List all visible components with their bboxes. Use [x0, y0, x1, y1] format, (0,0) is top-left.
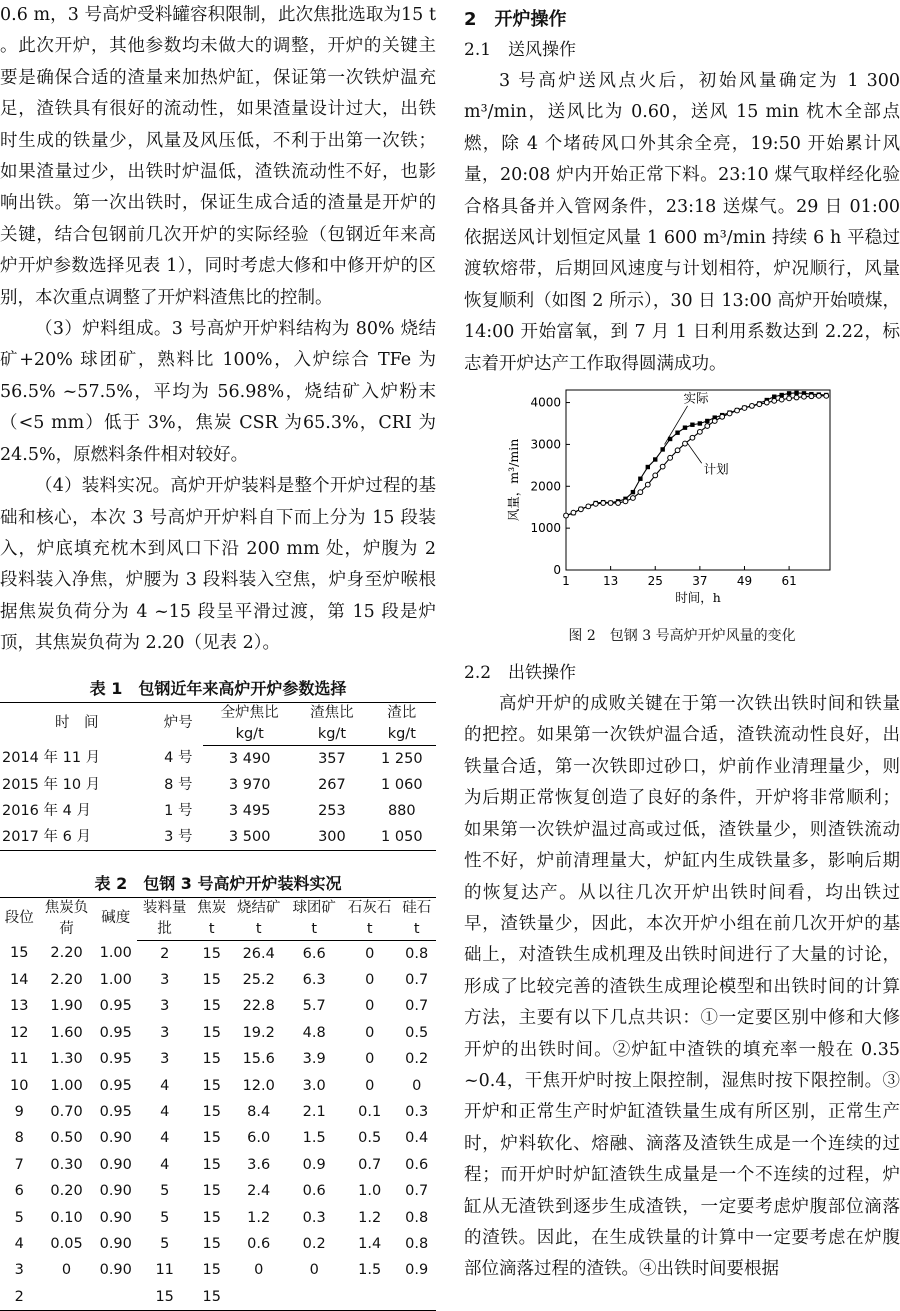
table2-row	[0, 993, 436, 1019]
figure-caption: 图 2 包钢 3 号高炉开炉风量的变化	[568, 628, 796, 645]
data-point-plan	[564, 513, 569, 518]
table2-cell: 3.9	[302, 1051, 326, 1068]
table2-cell: 0.90	[99, 1262, 132, 1279]
table1-header: 时 间	[0, 702, 154, 745]
table2-cell	[342, 1284, 397, 1311]
table2-cell: 3	[160, 998, 170, 1015]
table1-row	[0, 798, 436, 824]
table2-cell: 11	[10, 1051, 29, 1068]
table2-cell: 4	[160, 1156, 170, 1173]
table2-row	[0, 1046, 436, 1072]
table2-cell: 3	[160, 1024, 170, 1041]
data-point-plan	[608, 501, 613, 506]
table2-cell: 15	[202, 1103, 221, 1120]
table2-cell: 1.60	[50, 1024, 83, 1041]
table2-cell: 1.90	[50, 998, 83, 1015]
data-point-actual	[646, 465, 650, 469]
table2-cell: 0.90	[99, 1209, 132, 1226]
x-tick-label: 37	[692, 574, 708, 589]
data-point-plan	[668, 455, 673, 460]
table2-cell: 3	[14, 1262, 24, 1279]
table2-cell: 0.1	[358, 1103, 382, 1120]
table2-cell: 7	[14, 1156, 24, 1173]
table2-cell: 6.6	[302, 945, 326, 962]
data-point-actual	[660, 447, 664, 451]
table2-cell: 22.8	[242, 998, 275, 1015]
table2-cell: 0.6	[247, 1236, 271, 1252]
y-tick-label: 4000	[530, 395, 561, 410]
table2-cell: 0	[365, 1051, 375, 1068]
data-point-plan	[742, 406, 747, 411]
table2-cell: 2.20	[50, 971, 83, 988]
table2-cell: 8.4	[247, 1103, 271, 1120]
table2-row	[0, 1125, 436, 1151]
table2-cell	[397, 1284, 436, 1311]
table1-cell: 2015 年 10 月	[2, 776, 101, 793]
data-point-plan	[690, 435, 695, 440]
table2-row	[0, 1178, 436, 1204]
annotation-plan: 计划	[703, 461, 729, 477]
table2-cell: 12	[10, 1024, 29, 1041]
data-point-actual	[653, 457, 657, 461]
table1-header: 渣比	[368, 702, 436, 724]
table2-cell: 0.50	[50, 1130, 83, 1147]
table2-cell: 1.00	[50, 1077, 83, 1094]
table2-row	[0, 1020, 436, 1046]
table2-cell: 4.8	[302, 1024, 326, 1041]
body-paragraph-tapping: 高炉开炉的成败关键在于第一次铁出铁时间和铁量的把控。如果第一次铁炉温合适，渣铁流动性良好，出铁量合适，第一次铁即过砂口，炉前作业清理量少，则为后期正常恢复创造了良好的条件，开炉将非常顺利；如果第一次铁炉温过高或过低，渣铁量少，则渣铁流动性不好，炉前清理量大，炉缸内生成铁量多，影响后期的恢复达产。从以往几次开炉出铁时间看，均出铁过早，渣铁量少，因此，本次开炉小组在前几次开炉的基础上，对渣铁生成机理及出铁时间进行了大量的讨论，形成了比较完善的渣铁生成理论模型和出铁时间的计算方法，主要有以下几点共识：①一定要区别中修和大修开炉的出铁时间。②炉缸中渣铁的填充率一般在 0.35 ~0.4，干焦开炉时按上限控制，湿焦时按下限控制。③开炉和正常生产时炉缸渣铁量生成有所区别，正常生产时，炉料软化、熔融、滴落及渣铁生成是一个连续的过程；而开炉时炉缸渣铁生成量是一个不连续的过程，炉缸从无渣铁到逐步生成渣铁，一定要考虑炉腹部位滴落的渣铁。因此，在生成铁量的计算中一定要考虑在炉腹部位滴落过程的渣铁。④出铁时间要根据	[464, 694, 900, 1280]
table1-header: 全炉焦比	[203, 702, 296, 724]
table2-cell: 2	[160, 945, 170, 962]
table2-unit: t	[397, 919, 436, 941]
table2-header: 焦炭负荷	[39, 897, 95, 940]
table2-cell: 0.90	[99, 1236, 132, 1252]
table1-cell: 357	[318, 750, 346, 767]
table2-cell: 1.30	[50, 1051, 83, 1068]
table1-cell: 1 250	[381, 750, 423, 767]
table2-cell: 0	[365, 1077, 375, 1094]
data-point-plan	[623, 499, 628, 504]
body-paragraph-charging: （4）装料实况。高炉开炉装料是整个开炉过程的基础和核心，本次 3 号高炉开炉料自下而上分为 15 段装入，炉底填充枕木到风口下沿 200 mm 处，炉腹为 2 段料装入净焦，炉腰为 3 段料装入空焦，炉身至炉喉根据焦炭负荷分为 4 ~15 段呈平滑过渡，第 15 段是炉顶，其焦炭负荷为 2.20（见表 2）。	[0, 476, 436, 654]
table2-cell: 1.00	[99, 971, 132, 988]
body-paragraph-continued: 0.6 m，3 号高炉受料罐容积限制，此次焦批选取为15 t 。此次开炉，其他参数均未做大的调整，开炉的关键主要是确保合适的渣量来加热炉缸，保证第一次铁炉温充足，渣铁具有很好的流动性，如果渣量设计过大，出铁时生成的铁量少，风量及风压低，不利于出第一次铁；如果渣量过少，出铁时炉温低，渣铁流动性不好，也影响出铁。第一次出铁时，保证生成合适的渣量是开炉的关键，结合包钢前几次开炉的实际经验（包钢近年来高炉开炉参数选择见表 1），同时考虑大修和中修开炉的区别，本次重点调整了开炉料渣焦比的控制。	[0, 5, 436, 308]
table2-cell: 1.5	[358, 1262, 382, 1279]
table2-caption: 表 2 包钢 3 号高炉开炉装料实况	[94, 873, 342, 893]
table2-cell: 0.90	[99, 1130, 132, 1147]
table2-cell: 6.0	[247, 1130, 271, 1147]
x-tick-label: 61	[781, 574, 797, 589]
data-point-actual	[675, 431, 679, 435]
table2-cell: 0.90	[99, 1156, 132, 1173]
table2-cell	[95, 1284, 137, 1311]
table2-unit: t	[231, 919, 286, 941]
table2-cell: 15	[202, 971, 221, 988]
table2-header: 石灰石	[342, 897, 397, 919]
table2-cell	[286, 1284, 341, 1311]
subsection-heading: 2.2 出铁操作	[464, 663, 577, 684]
table1-cell: 3 970	[228, 776, 271, 793]
table2-cell: 0.7	[405, 1183, 429, 1200]
table2-cell	[39, 1284, 95, 1311]
table2-cell: 15	[202, 1209, 221, 1226]
data-point-plan	[675, 448, 680, 453]
data-point-plan	[779, 397, 784, 402]
table1-cell: 253	[318, 802, 346, 819]
table2-row	[0, 1205, 436, 1231]
table1	[0, 702, 436, 851]
table2-cell: 0	[309, 1262, 319, 1279]
table2-cell: 1.00	[99, 945, 132, 962]
section-heading: 2 开炉操作	[464, 9, 567, 30]
table2-cell: 15	[202, 945, 221, 962]
table2-header: 段位	[0, 897, 39, 940]
data-point-plan	[802, 394, 807, 399]
data-point-plan	[653, 473, 658, 478]
data-point-plan	[601, 501, 606, 506]
data-point-plan	[593, 502, 598, 507]
table2-cell: 3.0	[302, 1077, 326, 1094]
table2-cell: 5	[160, 1209, 170, 1226]
table2-header: 装料量	[137, 897, 192, 919]
table2-cell: 15.6	[242, 1051, 275, 1068]
table2-row	[0, 1231, 436, 1257]
figure-2	[464, 380, 900, 650]
table1-unit: kg/t	[296, 724, 367, 746]
table2-row	[0, 1099, 436, 1125]
table2-cell: 15	[202, 1130, 221, 1147]
body-paragraph-blast: 3 号高炉送风点火后，初始风量确定为 1 300 m³/min，送风比为 0.60，送风 15 min 枕木全部点燃，除 4 个堵砖风口外其余全亮，19:50 开始累计风量，20:08 炉内开始正常下料。23:10 煤气取样经化验合格具备并入管网条件，23:18 送煤气。29 日 01:00 依据送风计划恒定风量 1 600 m³/min 持续 6 h 平稳过渡软熔带，后期回风速度与计划相符，炉况顺行，风量恢复顺利（如图 2 所示），30 日 13:00 高炉开始喷煤，14:00 开始富氧，到 7 月 1 日利用系数达到 2.22，标志着开炉达产工作取得圆满成功。	[464, 71, 900, 374]
table2-cell: 5	[14, 1209, 24, 1226]
table1-header: 炉号	[154, 702, 204, 745]
table1-cell: 1 号	[164, 802, 193, 819]
table2-cell: 9	[14, 1103, 24, 1120]
table2-cell: 0.8	[405, 1236, 429, 1252]
annotation-leader-plan	[687, 442, 702, 463]
table2-cell: 1.0	[358, 1183, 382, 1200]
table2-cell: 0.2	[405, 1051, 429, 1068]
right-column	[464, 0, 900, 1286]
table2-cell: 0.90	[99, 1183, 132, 1200]
table2-cell: 25.2	[242, 971, 275, 988]
data-point-actual	[698, 421, 702, 425]
table2-cell: 8	[14, 1130, 24, 1147]
data-point-plan	[645, 482, 650, 487]
table2-cell: 0	[365, 945, 375, 962]
table2-cell: 0.2	[302, 1236, 326, 1252]
table1-cell: 1 060	[381, 776, 423, 793]
table2-cell: 0.95	[99, 1103, 132, 1120]
data-point-plan	[757, 402, 762, 407]
table2-cell: 3.6	[247, 1156, 271, 1173]
table2-body	[0, 940, 436, 1311]
annotation-leader-actual	[665, 406, 688, 445]
table2-cell: 0.6	[405, 1156, 429, 1173]
data-point-plan	[764, 400, 769, 405]
table2-cell: 1.4	[358, 1236, 382, 1252]
table2-row	[0, 940, 436, 967]
table2-header: 碱度	[95, 897, 137, 940]
table2-unit: 批	[137, 919, 192, 941]
table2-header: 硅石	[397, 897, 436, 919]
table2-cell: 2.20	[50, 945, 83, 962]
table2-cell: 0	[365, 971, 375, 988]
table2-cell: 3	[160, 971, 170, 988]
table2-cell: 0.6	[302, 1183, 326, 1200]
table1-cell: 3 500	[203, 824, 296, 851]
table1-cell: 3 495	[228, 802, 271, 819]
table2-cell: 0	[365, 1024, 375, 1041]
data-point-plan	[616, 501, 621, 506]
table2-cell: 0.4	[405, 1130, 429, 1147]
table2-cell: 0	[61, 1262, 72, 1279]
data-point-actual	[683, 426, 687, 430]
table2-cell: 2	[0, 1284, 39, 1311]
table2-cell: 0.5	[405, 1024, 429, 1041]
data-point-plan	[697, 430, 702, 435]
table1-cell: 300	[296, 824, 367, 851]
table2-cell: 0.7	[405, 998, 429, 1015]
table2-cell: 0.7	[358, 1156, 382, 1173]
table2-cell: 1.2	[358, 1209, 382, 1226]
blast-volume-chart	[464, 380, 900, 620]
table1-cell: 3 号	[154, 824, 204, 851]
table2-cell: 0.95	[99, 1077, 132, 1094]
table2-unit: t	[286, 919, 341, 941]
table2-cell: 15	[202, 1156, 221, 1173]
table2-cell: 6.3	[302, 971, 326, 988]
table2-cell: 0	[254, 1262, 264, 1279]
table2-cell: 0.5	[358, 1130, 382, 1147]
table2-cell: 5.7	[302, 998, 326, 1015]
table2-cell: 0.05	[50, 1236, 83, 1252]
table1-row	[0, 824, 436, 851]
table1-cell: 2014 年 11 月	[2, 750, 101, 767]
subsection-heading: 2.1 送风操作	[464, 40, 577, 60]
table1-header: 渣焦比	[296, 702, 367, 724]
y-tick-label: 3000	[530, 437, 561, 452]
x-tick-label: 25	[647, 574, 663, 589]
table2-unit: t	[192, 919, 231, 941]
body-paragraph-charge-composition: （3）炉料组成。3 号高炉开炉料结构为 80% 烧结矿+20% 球团矿，熟料比 100%，入炉综合 TFe 为 56.5% ~57.5%，平均为 56.98%，烧结矿入炉粉末（<5 mm）低于 3%，焦炭 CSR 为65.3%，CRI 为 24.5%，原燃料条件相对较好。	[0, 319, 436, 465]
table1-unit: kg/t	[368, 724, 436, 746]
table2-cell: 0.95	[99, 1024, 132, 1041]
table2-cell: 15	[202, 1077, 221, 1094]
table2-cell: 19.2	[242, 1024, 275, 1041]
data-point-plan	[660, 464, 665, 469]
table2-cell: 0.7	[405, 971, 429, 988]
table2-cell: 12.0	[242, 1077, 275, 1094]
table2-cell: 0.3	[302, 1209, 326, 1226]
table2-header: 球团矿	[286, 897, 341, 919]
table2	[0, 897, 436, 1311]
table2-cell: 5	[160, 1236, 170, 1252]
table2-cell: 15	[202, 1051, 221, 1068]
table2-row	[0, 967, 436, 993]
table2-header: 焦炭	[192, 897, 231, 919]
table2-row	[0, 1257, 436, 1283]
table2-cell: 10	[10, 1077, 29, 1094]
data-point-actual	[779, 393, 783, 397]
y-axis-label: 风量，m³/min	[506, 438, 521, 522]
table1-cell: 1 050	[368, 824, 436, 851]
data-point-plan	[772, 399, 777, 404]
table1-cell: 2017 年 6 月	[0, 824, 154, 851]
table2-cell: 4	[160, 1103, 170, 1120]
data-point-plan	[720, 414, 725, 419]
data-point-plan	[735, 408, 740, 413]
data-point-actual	[631, 490, 635, 494]
table2-cell	[231, 1284, 286, 1311]
table2-cell: 13	[10, 998, 29, 1015]
table2-cell: 4	[160, 1077, 170, 1094]
table2-cell: 3	[160, 1051, 170, 1068]
data-point-actual	[794, 391, 798, 395]
table2-cell: 0.8	[405, 1209, 429, 1226]
table2-cell: 2.4	[247, 1183, 271, 1200]
data-point-actual	[705, 419, 709, 423]
table2-cell: 1.2	[247, 1209, 271, 1226]
x-axis-label: 时间，h	[675, 590, 721, 606]
table2-row	[0, 1073, 436, 1099]
table1-row	[0, 745, 436, 772]
table1-cell: 267	[318, 776, 346, 793]
data-point-plan	[586, 504, 591, 509]
table2-cell: 15	[10, 945, 29, 962]
table2-cell: 0	[412, 1077, 422, 1094]
table2-cell: 15	[192, 1284, 231, 1311]
table2-cell: 0.30	[50, 1156, 83, 1173]
table2-cell: 4	[14, 1236, 24, 1252]
left-column	[0, 0, 436, 1311]
table2-cell: 15	[202, 1024, 221, 1041]
table2-unit: t	[342, 919, 397, 941]
table2-cell: 26.4	[242, 945, 275, 962]
table2-cell: 0.9	[405, 1262, 429, 1279]
data-point-plan	[727, 411, 732, 416]
table2-cell: 6	[14, 1183, 24, 1200]
table2-cell: 0.70	[50, 1103, 83, 1120]
y-tick-label: 0	[553, 563, 561, 578]
table2-row	[0, 1284, 436, 1311]
table1-cell: 4 号	[164, 750, 193, 767]
table2-cell: 15	[202, 1236, 221, 1252]
table2-row	[0, 1152, 436, 1178]
table2-cell: 0.95	[99, 998, 132, 1015]
data-point-plan	[578, 507, 583, 512]
table2-cell: 0.9	[302, 1156, 326, 1173]
data-point-plan	[571, 510, 576, 515]
data-point-plan	[712, 419, 717, 424]
data-point-actual	[787, 391, 791, 395]
table2-cell: 14	[10, 971, 29, 988]
annotation-actual: 实际	[683, 390, 709, 406]
plot-frame	[566, 390, 830, 570]
table2-cell: 15	[137, 1284, 192, 1311]
data-point-plan	[794, 395, 799, 400]
x-tick-label: 49	[736, 574, 753, 589]
data-point-plan	[705, 424, 710, 429]
data-point-plan	[631, 496, 636, 501]
data-point-plan	[787, 396, 792, 401]
table2-cell: 0.20	[50, 1183, 83, 1200]
data-point-plan	[683, 441, 688, 446]
y-tick-label: 2000	[530, 479, 561, 494]
table1-unit: kg/t	[203, 724, 296, 746]
series-line-actual	[566, 393, 826, 516]
table1-cell: 2016 年 4 月	[2, 802, 91, 819]
table2-cell: 2.1	[302, 1103, 326, 1120]
x-tick-label: 1	[562, 574, 570, 589]
table2-cell: 0.8	[405, 945, 429, 962]
table2-cell: 4	[160, 1130, 170, 1147]
table1-cell: 880	[387, 802, 416, 819]
table1-body	[0, 745, 436, 850]
data-point-plan	[638, 490, 643, 495]
table2-cell: 15	[202, 1183, 221, 1200]
data-point-plan	[816, 394, 821, 399]
data-point-plan	[824, 394, 829, 399]
data-point-actual	[690, 423, 694, 427]
y-tick-label: 1000	[530, 521, 561, 536]
table2-cell: 15	[202, 1262, 221, 1279]
data-point-actual	[638, 477, 642, 481]
table1-cell: 3 490	[228, 750, 271, 767]
table2-cell: 0.3	[405, 1103, 429, 1120]
x-tick-label: 13	[602, 574, 619, 589]
table2-cell: 0	[365, 998, 375, 1015]
table2-cell: 0.10	[50, 1209, 83, 1226]
data-point-plan	[809, 394, 814, 399]
table2-cell: 1.5	[302, 1130, 326, 1147]
table1-cell: 8 号	[164, 776, 193, 793]
table2-cell: 5	[160, 1183, 170, 1200]
table2-cell: 15	[202, 998, 221, 1015]
data-point-plan	[750, 404, 755, 409]
table2-cell: 0.95	[99, 1051, 132, 1068]
table1-row	[0, 772, 436, 798]
table2-cell: 11	[155, 1262, 174, 1279]
table1-caption: 表 1 包钢近年来高炉开炉参数选择	[89, 678, 347, 698]
table2-header: 烧结矿	[231, 897, 286, 919]
